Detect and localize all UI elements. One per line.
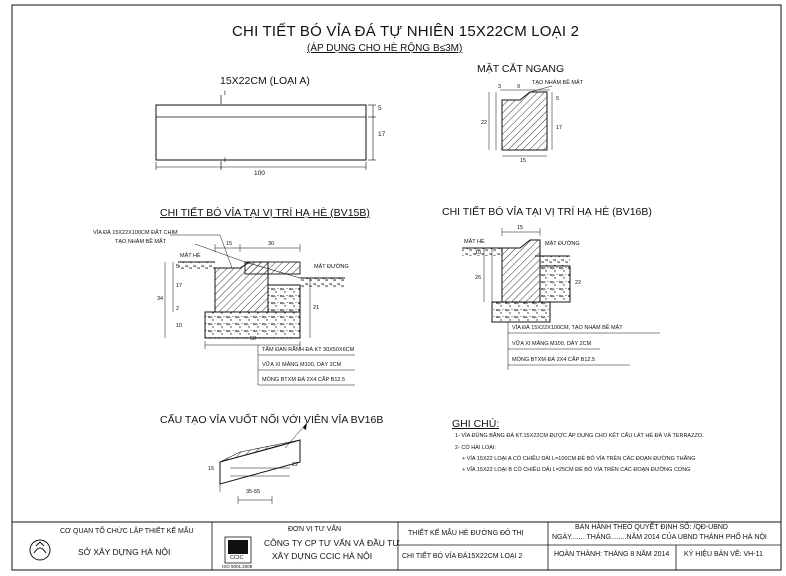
tb-consult-label: ĐƠN VỊ TƯ VẤN — [288, 526, 342, 533]
notes-line-4: + VỈA 15X22 LOẠI B CÓ CHIỀU DÀI L=25CM ĐỂ BÓ VỈA TRÊN CÁC ĐOẠN ĐƯỜNG CONG — [462, 467, 691, 473]
bv15b-dim-10: 10 — [176, 323, 183, 329]
elevation-dim-h2: 17 — [378, 131, 386, 138]
bv16b-dim-22: 22 — [575, 280, 582, 286]
drawing-subtitle: (ÁP DỤNG CHO HÈ RỘNG B≤3M) — [307, 43, 463, 54]
bv15b-dim-17: 17 — [176, 283, 183, 289]
bv15b-dim-30: 30 — [268, 241, 275, 247]
bv16b-label-road: MẶT ĐƯỜNG — [545, 241, 580, 247]
tb-consult-name-2: XÂY DỰNG CCIC HÀ NỘI — [272, 551, 373, 561]
tb-drawing: CHI TIẾT BÓ VỈA ĐÁ15X22CM LOẠI 2 — [402, 553, 523, 560]
bv15b-label-sidewalk: MẶT HÈ — [180, 253, 201, 259]
elevation-dim-h1: 5 — [378, 105, 382, 112]
bv16b-dim-26: 26 — [475, 275, 482, 281]
cross-section-dim-top: 5 — [556, 96, 560, 102]
cross-section-dim-top-b: 9 — [517, 84, 521, 90]
notes-line-2: 2- CÓ HAI LOẠI: — [455, 445, 496, 451]
transition-dim-2: 22 — [292, 462, 299, 468]
drawing-title: CHI TIẾT BÓ VỈA ĐÁ TỰ NHIÊN 15X22CM LOẠI 2 — [232, 23, 580, 40]
bv15b-label-road: MẶT ĐƯỜNG — [314, 264, 349, 270]
notes-heading: GHI CHÚ: — [452, 418, 500, 430]
transition-heading: CẤU TẠO VỈA VUỐT NỐI VỚI VIÊN VỈA BV16B — [160, 414, 384, 426]
cross-section-dim-top-a: 3 — [498, 84, 502, 90]
bv15b-legend-2: VỮA XI MĂNG M100, DÀY 2CM — [262, 362, 342, 368]
cross-section-dim-base: 15 — [520, 158, 527, 164]
tb-org-name: SỞ XÂY DỰNG HÀ NỘI — [78, 547, 171, 557]
tb-consult-name-1: CÔNG TY CP TƯ VẤN VÀ ĐẦU TƯ — [264, 538, 400, 548]
cross-section-dim-total: 22 — [481, 120, 488, 126]
bv15b-legend-3: MÓNG BTXM ĐÁ 2X4 CẤP B12.5 — [262, 377, 346, 383]
tb-iso-text: ISO 9001:2008 — [222, 564, 253, 569]
bv15b-dim-21: 21 — [313, 305, 320, 311]
cross-section-heading: MẶT CẮT NGANG — [477, 63, 565, 75]
elevation-mark-bottom: I — [224, 157, 226, 164]
tb-completion: HOÀN THÀNH: THÁNG 8 NĂM 2014 — [554, 551, 670, 558]
cross-section-note: TẠO NHÁM BỀ MẶT — [532, 80, 584, 86]
bv15b-legend-1: TẤM ĐAN RÃNH ĐÁ KT 30X50X6CM — [262, 347, 355, 353]
tb-issue-1: BAN HÀNH THEO QUYẾT ĐỊNH SỐ: /QĐ-UBND — [575, 524, 728, 531]
notes-line-1: 1- VỈA ĐÚNG BẰNG ĐÁ KT.15X22CM ĐƯỢC ÁP DỤNG CHO KẾT CẤU LÁT HÈ ĐÁ VÀ TERRAZZO. — [455, 433, 704, 439]
bv15b-label-rough: TẠO NHÁM BỀ MẶT — [115, 239, 167, 245]
cross-section-view — [489, 86, 552, 156]
tb-project: THIẾT KẾ MẪU HÈ ĐƯỜNG ĐÔ THỊ — [408, 530, 524, 537]
bv15b-heading: CHI TIẾT BÓ VỈA TẠI VỊ TRÍ HẠ HÈ (BV15B) — [160, 207, 370, 219]
bv16b-view — [462, 228, 660, 370]
bv16b-dim-15: 15 — [517, 225, 524, 231]
transition-dim-1: 15 — [208, 466, 215, 472]
org-emblem — [30, 540, 50, 560]
tb-issue-2: NGÀY........THÁNG........NĂM 2014 CỦA UBND THÀNH PHỐ HÀ NỘI — [552, 534, 767, 541]
bv15b-dim-2: 2 — [176, 306, 180, 312]
bv16b-label-sidewalk: MẶT HÈ — [464, 239, 485, 245]
sheet-border — [12, 5, 781, 570]
elevation-view — [156, 95, 376, 170]
bv16b-legend-2: VỮA XI MĂNG M100, DÀY 2CM — [512, 341, 592, 347]
bv16b-legend-3: MÓNG BTXM ĐÁ 2X4 CẤP B12.5 — [512, 357, 596, 363]
bv15b-dim-5: 5 — [176, 264, 180, 270]
cross-section-dim-part: 17 — [556, 125, 563, 131]
elevation-mark-top: I — [224, 90, 226, 97]
notes-line-3: + VỈA 15X22 LOẠI A CÓ CHIỀU DÀI L=100CM ĐỂ BÓ VỈA TRÊN CÁC ĐOẠN ĐƯỜNG THẲNG — [462, 456, 696, 462]
bv15b-label-stone: VỈA ĐÁ 15X22X100CM ĐẤT CHÌM — [93, 230, 178, 236]
tb-logo-text: CCIC — [230, 555, 244, 561]
bv15b-dim-15: 15 — [226, 241, 233, 247]
elevation-heading: 15X22CM (LOẠI A) — [220, 75, 310, 87]
bv15b-dim-34: 34 — [157, 296, 164, 302]
elevation-dim-len: 100 — [254, 170, 265, 177]
bv16b-heading: CHI TIẾT BÓ VỈA TẠI VỊ TRÍ HẠ HÈ (BV16B) — [442, 206, 652, 218]
tb-sheet-code: KÝ HIỆU BẢN VẼ: VH-11 — [684, 551, 763, 558]
bv16b-legend-1: VỈA ĐÁ 15X22X100CM, TẠO NHÁM BỀ MẶT — [512, 325, 623, 331]
tb-org-label: CƠ QUAN TỔ CHỨC LẬP THIẾT KẾ MẪU — [60, 528, 194, 535]
bv15b-dim-50: 50 — [250, 336, 257, 342]
transition-dim-3: 35-55 — [246, 489, 261, 495]
bv16b-dim-10: 10 — [475, 250, 482, 256]
